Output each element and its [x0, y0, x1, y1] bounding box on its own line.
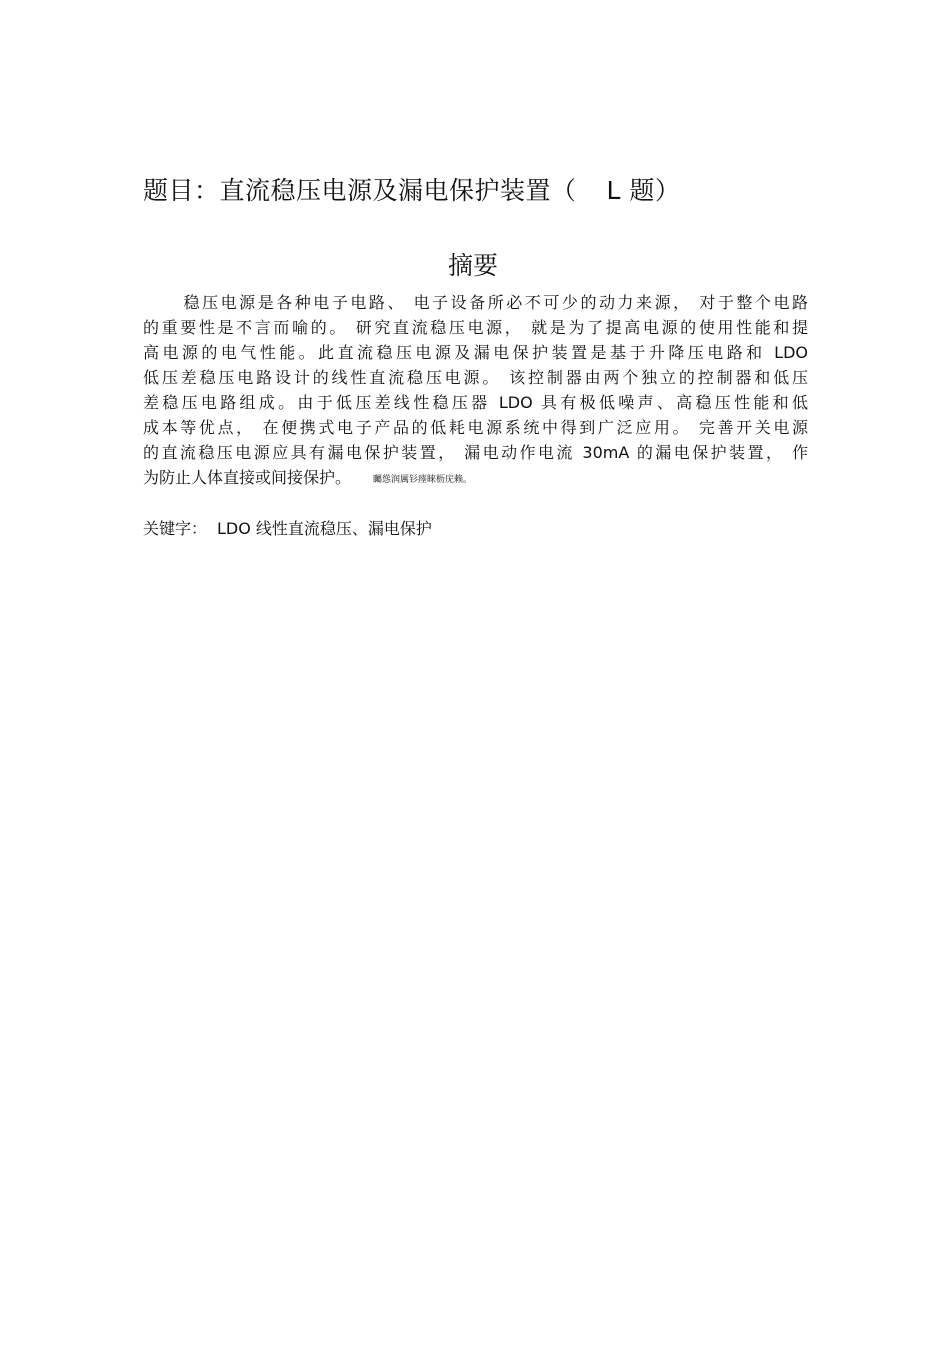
abstract-line: 稳压电源是各种电子电路、 电子设备所必不可少的动力来源， 对于整个电路 — [181, 293, 808, 312]
keywords — [143, 516, 432, 541]
title-suffix: L 题） — [606, 176, 681, 205]
abstract-line: 的直流稳压电源应具有漏电保护装置， 漏电动作电流 30mA 的漏电保护装置， 作 — [143, 443, 808, 462]
abstract-body — [143, 290, 808, 490]
abstract-line: 差稳压电路组成。由于低压差线性稳压器 LDO 具有极低噪声、高稳压性能和低 — [143, 393, 808, 412]
abstract-line: 高电源的电气性能。此直流稳压电源及漏电保护装置是基于升降压电路和 LDO — [143, 343, 808, 362]
keywords-label: 关键字： — [143, 519, 208, 538]
document-title — [143, 172, 680, 210]
abstract-small-text: 矚慫润厲钐瘗睞枥庑赖。 — [373, 475, 473, 485]
keywords-value: LDO 线性直流稳压、漏电保护 — [217, 519, 432, 538]
abstract-line: 低压差稳压电路设计的线性直流稳压电源。 该控制器由两个独立的控制器和低压 — [143, 368, 808, 387]
abstract-line: 成本等优点， 在便携式电子产品的低耗电源系统中得到广泛应用。 完善开关电源 — [143, 418, 808, 437]
abstract-line: 的重要性是不言而喻的。 研究直流稳压电源， 就是为了提高电源的使用性能和提 — [143, 318, 808, 337]
abstract-heading: 摘要 — [447, 251, 498, 280]
abstract-last-line: 为防止人体直接或间接保护。 矚慫润厲钐瘗睞枥庑赖。 — [143, 468, 473, 487]
title-prefix: 题目：直流稳压电源及漏电保护装置（ — [143, 176, 577, 205]
